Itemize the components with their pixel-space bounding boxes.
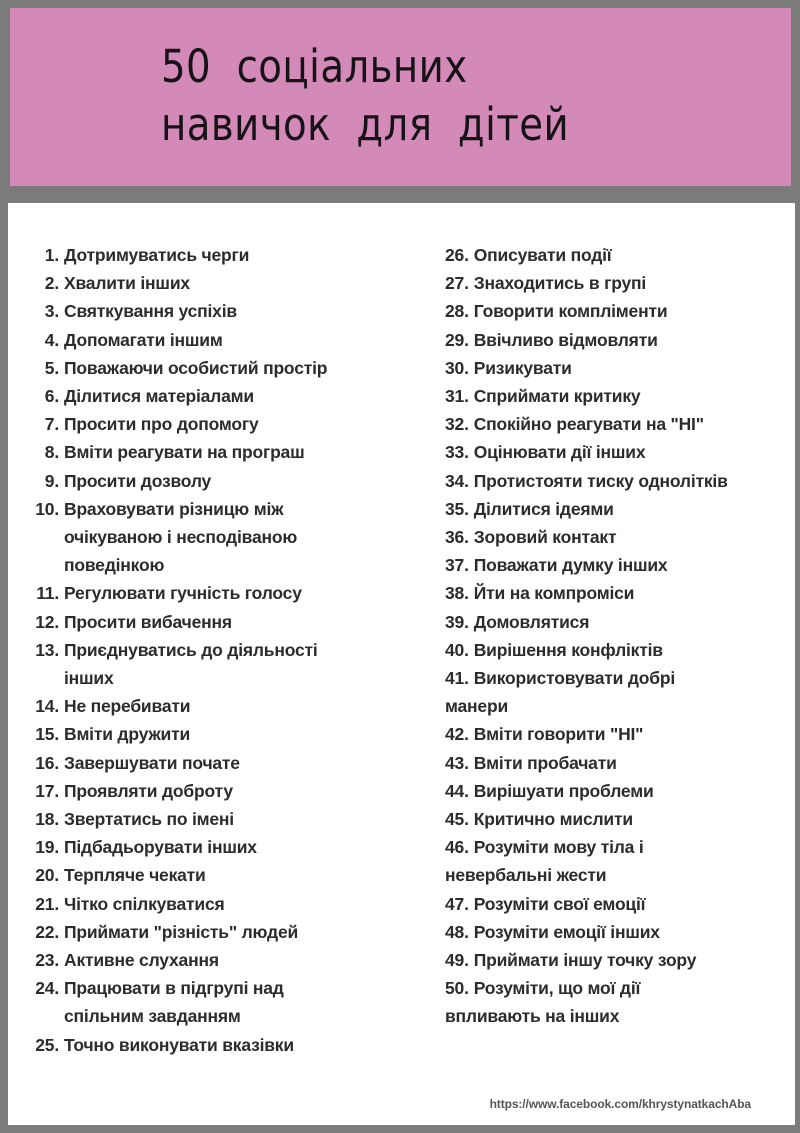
skill-text: Підбадьорувати інших bbox=[64, 837, 257, 858]
skill-item bbox=[445, 241, 790, 269]
skill-number: 19. bbox=[35, 837, 59, 858]
skill-number: 13. bbox=[35, 639, 59, 660]
skill-text: Враховувати різницю між bbox=[64, 498, 284, 519]
skill-number: 33. bbox=[445, 442, 469, 463]
skill-text: Проявляти доброту bbox=[64, 780, 233, 801]
skill-item bbox=[445, 974, 790, 1030]
skill-number: 14. bbox=[35, 696, 59, 717]
skill-text: Ділитися ідеями bbox=[473, 498, 614, 519]
title-banner bbox=[10, 8, 791, 186]
skill-item bbox=[445, 326, 790, 354]
skill-item bbox=[8, 861, 403, 889]
skill-text-continuation: манери bbox=[445, 696, 508, 717]
skill-item bbox=[445, 579, 790, 607]
skill-text: Критично мислити bbox=[473, 809, 633, 830]
skill-number: 17. bbox=[35, 780, 59, 801]
skill-text: Просити про допомогу bbox=[64, 414, 259, 435]
skill-text: Говорити компліменти bbox=[473, 301, 668, 322]
skill-number: 31. bbox=[445, 386, 469, 407]
skill-text: Вміти говорити "НІ" bbox=[473, 724, 644, 745]
skill-text: Сприймати критику bbox=[473, 386, 641, 407]
skill-text: Терпляче чекати bbox=[64, 865, 206, 886]
skill-item bbox=[8, 579, 403, 607]
skill-item bbox=[8, 974, 403, 1030]
skill-text: Просити дозволу bbox=[64, 470, 212, 491]
skill-item bbox=[8, 720, 403, 748]
skill-number: 41. bbox=[445, 668, 469, 689]
skill-item bbox=[8, 354, 403, 382]
skill-text: Приєднуватись до діяльності bbox=[64, 639, 318, 660]
skill-number: 49. bbox=[445, 950, 469, 971]
skill-number: 40. bbox=[445, 639, 469, 660]
skill-item bbox=[8, 326, 403, 354]
skill-item bbox=[8, 918, 403, 946]
skill-item bbox=[8, 805, 403, 833]
skill-text: Протистояти тиску однолітків bbox=[473, 470, 728, 491]
skill-number: 32. bbox=[445, 414, 469, 435]
skill-number: 28. bbox=[445, 301, 469, 322]
skill-text: Святкування успіхів bbox=[64, 301, 237, 322]
skill-number: 2. bbox=[44, 273, 59, 294]
skill-number: 6. bbox=[44, 386, 59, 407]
skill-text-continuation: очікуваною і несподіваною bbox=[64, 527, 298, 548]
skill-item bbox=[445, 946, 790, 974]
skill-item bbox=[8, 269, 403, 297]
skill-text: Точно виконувати вказівки bbox=[64, 1034, 294, 1055]
skill-item bbox=[8, 467, 403, 495]
skill-text-continuation: спільним завданням bbox=[64, 1006, 241, 1027]
skill-number: 8. bbox=[44, 442, 59, 463]
skill-number: 26. bbox=[445, 245, 469, 265]
skill-text: Зоровий контакт bbox=[473, 527, 617, 548]
skills-list-panel bbox=[8, 203, 795, 1125]
skill-item bbox=[445, 269, 790, 297]
skill-number: 44. bbox=[445, 780, 469, 801]
skill-item bbox=[445, 354, 790, 382]
skill-number: 47. bbox=[445, 893, 469, 914]
skill-item bbox=[8, 749, 403, 777]
skill-item bbox=[445, 382, 790, 410]
skills-list-left bbox=[8, 241, 403, 1059]
skill-number: 3. bbox=[44, 301, 59, 322]
skill-text: Розуміти свої емоції bbox=[473, 893, 646, 914]
skill-text: Приймати іншу точку зору bbox=[473, 950, 697, 971]
skill-text: Йти на компроміси bbox=[473, 583, 635, 604]
skill-item bbox=[445, 918, 790, 946]
skill-item bbox=[8, 410, 403, 438]
skill-item bbox=[445, 410, 790, 438]
skill-text: Завершувати почате bbox=[64, 752, 240, 773]
skill-number: 38. bbox=[445, 583, 469, 604]
skill-item bbox=[445, 833, 790, 889]
skill-number: 46. bbox=[445, 837, 469, 858]
skill-number: 35. bbox=[445, 498, 469, 519]
skill-item bbox=[445, 467, 790, 495]
skill-item bbox=[445, 608, 790, 636]
skill-item bbox=[445, 777, 790, 805]
skill-text-continuation: невербальні жести bbox=[445, 865, 607, 886]
skill-text: Розуміти мову тіла і bbox=[473, 837, 644, 858]
skill-number: 20. bbox=[35, 865, 59, 886]
skill-text-continuation: поведінкою bbox=[64, 555, 165, 576]
skill-text: Вміти реагувати на програш bbox=[64, 442, 305, 463]
title-line-1: 50 соціальних bbox=[161, 40, 468, 93]
skill-text: Ділитися матеріалами bbox=[64, 386, 254, 407]
skill-number: 36. bbox=[445, 527, 469, 548]
skill-number: 30. bbox=[445, 357, 469, 378]
skill-item bbox=[445, 438, 790, 466]
skill-number: 18. bbox=[35, 809, 59, 830]
skill-number: 11. bbox=[36, 583, 59, 604]
skill-text-continuation: впливають на інших bbox=[445, 1006, 620, 1027]
skill-text: Вирішення конфліктів bbox=[473, 639, 663, 660]
skill-item bbox=[8, 608, 403, 636]
skill-item bbox=[445, 890, 790, 918]
skill-number: 27. bbox=[445, 273, 469, 294]
skill-text: Вміти дружити bbox=[64, 724, 191, 745]
skill-number: 10. bbox=[35, 498, 59, 519]
skill-text: Не перебивати bbox=[64, 696, 191, 717]
skill-item bbox=[445, 664, 790, 720]
skill-number: 24. bbox=[35, 978, 59, 999]
skill-text: Розуміти емоції інших bbox=[473, 921, 660, 942]
skill-number: 39. bbox=[445, 611, 469, 632]
skill-number: 23. bbox=[35, 950, 59, 971]
skill-text: Поважати думку інших bbox=[473, 555, 668, 576]
skill-number: 37. bbox=[445, 555, 469, 576]
skill-item bbox=[445, 523, 790, 551]
skill-item bbox=[8, 438, 403, 466]
skill-text: Чітко спілкуватися bbox=[64, 893, 225, 914]
skill-text: Спокійно реагувати на "НІ" bbox=[473, 414, 704, 435]
skill-text: Домовлятися bbox=[473, 611, 590, 632]
skill-text: Ризикувати bbox=[473, 357, 572, 378]
skill-number: 15. bbox=[35, 724, 59, 745]
skill-item bbox=[445, 495, 790, 523]
skill-item bbox=[445, 636, 790, 664]
skill-text: Ввічливо відмовляти bbox=[473, 329, 658, 350]
skill-number: 45. bbox=[445, 809, 469, 830]
skill-number: 43. bbox=[445, 752, 469, 773]
skill-text: Поважаючи особистий простір bbox=[64, 357, 328, 378]
skill-item bbox=[8, 777, 403, 805]
skill-item bbox=[445, 720, 790, 748]
skill-number: 9. bbox=[44, 470, 59, 491]
skill-text-continuation: інших bbox=[64, 668, 114, 689]
skill-text: Використовувати добрі bbox=[473, 668, 676, 689]
skill-item bbox=[8, 495, 403, 580]
skill-number: 4. bbox=[44, 329, 59, 350]
skill-text: Вирішуати проблеми bbox=[473, 780, 654, 801]
skill-text: Хвалити інших bbox=[64, 273, 190, 294]
skill-text: Розуміти, що мої дії bbox=[473, 978, 641, 999]
title-line-2: навичок для дітей bbox=[161, 98, 570, 151]
source-link[interactable]: https://www.facebook.com/khrystynatkachAba bbox=[489, 1097, 751, 1111]
skill-item bbox=[8, 946, 403, 974]
skill-number: 29. bbox=[445, 329, 469, 350]
page-title bbox=[161, 38, 569, 154]
skill-text: Описувати події bbox=[473, 245, 612, 265]
skill-item bbox=[445, 749, 790, 777]
skill-number: 1. bbox=[44, 245, 59, 265]
skill-text: Допомагати іншим bbox=[64, 329, 223, 350]
skill-item bbox=[8, 833, 403, 861]
skill-text: Просити вибачення bbox=[64, 611, 232, 632]
skill-item bbox=[8, 890, 403, 918]
skill-number: 42. bbox=[445, 724, 469, 745]
skill-text: Активне слухання bbox=[64, 950, 219, 971]
skill-number: 25. bbox=[35, 1034, 59, 1055]
skill-number: 34. bbox=[445, 470, 469, 491]
skill-text: Знаходитись в групі bbox=[473, 273, 647, 294]
skill-item bbox=[8, 382, 403, 410]
skill-text: Дотримуватись черги bbox=[64, 245, 250, 265]
skill-item bbox=[8, 692, 403, 720]
skill-text: Приймати "різність" людей bbox=[64, 921, 299, 942]
skill-item bbox=[445, 297, 790, 325]
skill-text: Регулювати гучність голосу bbox=[64, 583, 302, 604]
skill-number: 16. bbox=[35, 752, 59, 773]
skill-number: 7. bbox=[44, 414, 59, 435]
skill-text: Працювати в підгрупі над bbox=[64, 978, 284, 999]
skill-item bbox=[8, 636, 403, 692]
skill-item bbox=[445, 551, 790, 579]
skill-item bbox=[8, 1031, 403, 1059]
skill-number: 21. bbox=[35, 893, 59, 914]
skill-number: 48. bbox=[445, 921, 469, 942]
skills-list-right bbox=[445, 241, 790, 1031]
skill-text: Вміти пробачати bbox=[473, 752, 617, 773]
skill-number: 50. bbox=[445, 978, 469, 999]
skill-item bbox=[445, 805, 790, 833]
skill-item bbox=[8, 241, 403, 269]
skill-number: 5. bbox=[44, 357, 59, 378]
skill-text: Оцінювати дії інших bbox=[473, 442, 646, 463]
skill-number: 12. bbox=[35, 611, 59, 632]
skill-number: 22. bbox=[35, 921, 59, 942]
skill-item bbox=[8, 297, 403, 325]
skill-text: Звертатись по імені bbox=[64, 809, 234, 830]
